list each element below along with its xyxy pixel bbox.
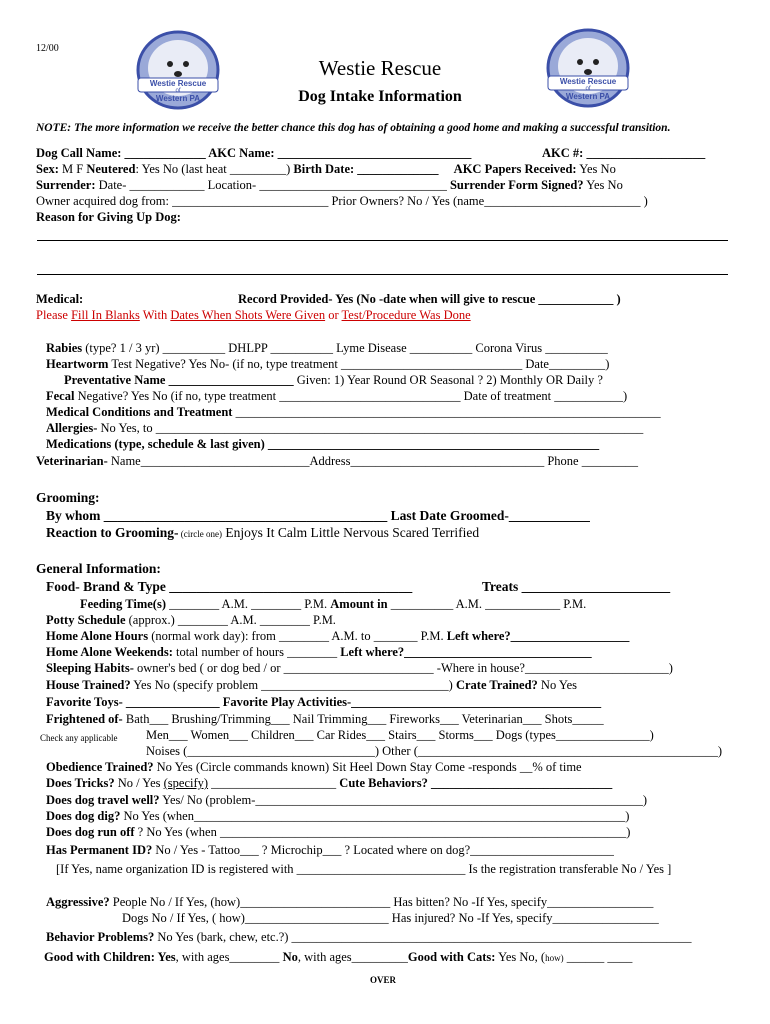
children-label: Good with Children: Yes (44, 950, 176, 964)
vet-label: Veterinarian- (36, 454, 108, 468)
grooming-heading: Grooming: (36, 490, 100, 505)
logo-left-text-3: Western PA (155, 94, 201, 103)
run-off-label: Does dog run off (46, 825, 135, 839)
weekends-label: Home Alone Weekends: (46, 645, 173, 659)
children-line (44, 950, 632, 966)
crate-trained-label: Crate Trained? (455, 678, 538, 692)
aggressive-label: Aggressive? (46, 895, 110, 909)
by-whom-line: By whom __________________________________________ Last Date Groomed-____________ (46, 508, 590, 523)
obedience-fields: No Yes (Circle commands known) Sit Heel Down Stay Come -responds __% of time (153, 760, 582, 774)
heartworm-fields: Test Negative? Yes No- (if no, type treatment _____________________________ Date_________) (108, 357, 610, 371)
home-alone-fields: (normal work day): from ________ A.M. to _______ P.M. (148, 629, 447, 643)
cats-field: ______ ____ (563, 950, 633, 964)
feeding-line (80, 597, 586, 612)
home-alone-label: Home Alone Hours (46, 629, 149, 643)
instr-please: Please (36, 308, 72, 322)
vet-line (36, 454, 638, 469)
note: NOTE: The more information we receive the better chance this dog has of obtaining a good home and making a successful transition. (36, 122, 671, 134)
surrender-label: Surrender: (36, 178, 96, 192)
date-code: 12/00 (36, 43, 59, 54)
sleeping-line (46, 661, 673, 676)
medical-heading: Medical: (36, 292, 84, 306)
tricks-specify: (specify) (163, 776, 209, 790)
house-trained-line (46, 678, 577, 693)
tricks-label: Does Tricks? (46, 776, 115, 790)
logo-left (130, 28, 226, 114)
sex-label: Sex: (36, 162, 59, 176)
feeding-fields: ________ A.M. ________ P.M. (166, 597, 331, 611)
aggressive-people: People No / If Yes, (how)________________________ Has bitten? No -If Yes, specify_________________ (109, 895, 654, 909)
instr-dates: Dates When Shots Were Given (170, 308, 326, 322)
surrender-line (36, 178, 623, 193)
heartworm-label: Heartworm (46, 357, 109, 371)
cute-behaviors-label: Cute Behaviors? _____________________________ (339, 776, 613, 790)
frightened-row-1: Bath___ Brushing/Trimming___ Nail Trimming___ Fireworks___ Veterinarian___ Shots_____ (122, 712, 604, 726)
fecal-fields: Negative? Yes No (if no, type treatment _____________________________ Date of treatment ___________) (74, 389, 628, 403)
children-yes-field: , with ages________ (175, 950, 283, 964)
instr-or: or (325, 308, 342, 322)
obedience-line (46, 760, 582, 775)
logo-right (540, 26, 636, 112)
toys-line: Favorite Toys- _______________ Favorite Play Activities-________________________________________ (46, 695, 602, 709)
check-hint: Check any applicable (40, 733, 118, 743)
akc-number: AKC #: ___________________ (542, 146, 706, 160)
rabies-label: Rabies (46, 341, 83, 355)
logo-left-text-2: of (175, 88, 181, 94)
reaction-label: Reaction to Grooming- (46, 525, 179, 540)
sleeping-fields: owner's bed ( or dog bed / or ________________________ -Where in house?_______________________) (133, 661, 673, 675)
preventative-label: Preventative Name ____________________ (64, 373, 294, 387)
reaction-line (46, 525, 479, 542)
medical-instructions (36, 308, 471, 323)
surrender-form-options: Yes No (583, 178, 623, 192)
home-alone-line (46, 629, 629, 644)
akc-papers-options: Yes No (576, 162, 616, 176)
vet-fields: Name___________________________Address_______________________________ Phone _________ (107, 454, 638, 468)
house-trained-label: House Trained? (46, 678, 131, 692)
logo-left-text-1: Westie Rescue (149, 79, 207, 88)
frightened-row-2: Men___ Women___ Children___ Car Rides___ Stairs___ Storms___ Dogs (types_______________) (146, 728, 654, 742)
surrender-fields: Date- ____________ Location- ______________________________ (95, 178, 450, 192)
reaction-options: Enjoys It Calm Little Nervous Scared Terrified (221, 525, 480, 540)
dig-line (46, 809, 629, 824)
reason-rule-2 (37, 274, 728, 275)
page-subtitle: Dog Intake Information (298, 88, 462, 105)
dig-field: No Yes (when_____________________________________________________________________) (120, 809, 630, 823)
obedience-label: Obedience Trained? (46, 760, 154, 774)
general-heading: General Information: (36, 561, 161, 576)
surrender-form-label: Surrender Form Signed? (449, 178, 584, 192)
potty-fields: (approx.) ________ A.M. ________ P.M. (125, 613, 336, 627)
permanent-id-line (46, 843, 614, 858)
akc-papers-label: AKC Papers Received: (453, 162, 577, 176)
amount-label: Amount in (330, 597, 388, 611)
reaction-hint: (circle one) (178, 529, 222, 539)
weekends-fields: total number of hours ________ (172, 645, 341, 659)
neutered-options: : Yes No (last heat _________) (135, 162, 294, 176)
sleeping-label: Sleeping Habits- (46, 661, 134, 675)
weekends-left-where: Left where?______________________________ (340, 645, 592, 659)
cats-how: how) (545, 953, 564, 963)
amount-fields: __________ A.M. ____________ P.M. (387, 597, 587, 611)
left-where-label: Left where?___________________ (446, 629, 630, 643)
registry-line: [If Yes, name organization ID is registered with ___________________________ Is the registration transferable No / Yes ] (56, 862, 672, 876)
instr-fill: Fill In Blanks (71, 308, 140, 322)
frightened-row-3: Noises (______________________________) Other (________________________________________________) (146, 744, 723, 758)
reason-rule-1 (37, 240, 728, 241)
rabies-line (46, 341, 608, 356)
cats-options: Yes No, ( (495, 950, 546, 964)
footer-over: OVER (370, 975, 397, 985)
aggressive-line (46, 895, 653, 910)
tricks-options: No / Yes (114, 776, 164, 790)
potty-line (46, 613, 336, 628)
logo-right-text-2: of (585, 86, 591, 92)
preventative-fields: Given: 1) Year Round OR Seasonal ? 2) Monthly OR Daily ? (293, 373, 603, 387)
permanent-id-label: Has Permanent ID? (46, 843, 153, 857)
crate-trained-options: No Yes (537, 678, 578, 692)
house-trained-fields: Yes No (specify problem ______________________________) (130, 678, 456, 692)
tricks-field: ____________________ (208, 776, 340, 790)
permanent-id-fields: No / Yes - Tattoo___ ? Microchip___ ? Located where on dog?_______________________ (152, 843, 614, 857)
frightened-line (46, 712, 604, 727)
cats-label: Good with Cats: (407, 950, 496, 964)
frightened-label: Frightened of- (46, 712, 123, 726)
treats-line: Treats ______________________ (482, 579, 671, 594)
allergies-line (46, 421, 643, 436)
sex-options: M F (58, 162, 87, 176)
dig-label: Does dog dig? (46, 809, 121, 823)
preventative-line (64, 373, 603, 388)
call-name-akc: Dog Call Name: _____________ AKC Name: _______________________________ (36, 146, 472, 160)
logo-right-text-1: Westie Rescue (559, 77, 617, 86)
medications-line: Medications (type, schedule & last given) _____________________________________________________ (46, 437, 600, 451)
run-off-line (46, 825, 630, 840)
weekends-line (46, 645, 592, 660)
run-off-field: ? No Yes (when _________________________________________________________________) (134, 825, 631, 839)
instr-test: Test/Procedure Was Done (341, 308, 471, 322)
travel-label: Does dog travel well? (46, 793, 160, 807)
conditions-field: ____________________________________________________________________ (232, 405, 661, 419)
record-provided: Record Provided- Yes (No -date when will give to rescue ____________ ) (238, 292, 621, 306)
rabies-fields: (type? 1 / 3 yr) __________ DHLPP __________ Lyme Disease __________ Corona Virus __________ (82, 341, 608, 355)
logo-right-text-3: Western PA (565, 92, 611, 101)
conditions-line (46, 405, 661, 420)
heartworm-line (46, 357, 609, 372)
page-title: Westie Rescue (318, 56, 442, 80)
allergies-label: Allergies- (46, 421, 98, 435)
food-line: Food- Brand & Type ____________________________________ (46, 579, 413, 594)
aggressive-dogs-line: Dogs No / If Yes, ( how)_______________________ Has injured? No -If Yes, specify_________________ (122, 911, 659, 925)
conditions-label: Medical Conditions and Treatment (46, 405, 233, 419)
behavior-line (46, 930, 692, 945)
reason-label: Reason for Giving Up Dog: (36, 210, 181, 224)
allergies-field: No Yes, to ______________________________________________________________________________ (97, 421, 644, 435)
behavior-field: No Yes (bark, chew, etc.?) ________________________________________________________________ (154, 930, 692, 944)
children-no-field: , with ages_________ (297, 950, 408, 964)
behavior-label: Behavior Problems? (46, 930, 155, 944)
fecal-line (46, 389, 627, 404)
instr-with: With (139, 308, 171, 322)
travel-field: Yes/ No (problem-______________________________________________________________) (159, 793, 648, 807)
travel-line (46, 793, 647, 808)
children-no-label: No (282, 950, 298, 964)
fecal-label: Fecal (46, 389, 75, 403)
owner-line: Owner acquired dog from: _________________________ Prior Owners? No / Yes (name_________________________ ) (36, 194, 648, 208)
neutered-label: Neutered (86, 162, 136, 176)
birth-date-label: Birth Date: _____________ (293, 162, 442, 176)
tricks-line (46, 776, 612, 791)
call-name-line (36, 146, 706, 161)
sex-line (36, 162, 616, 177)
potty-label: Potty Schedule (46, 613, 126, 627)
feeding-label: Feeding Time(s) (80, 597, 166, 611)
